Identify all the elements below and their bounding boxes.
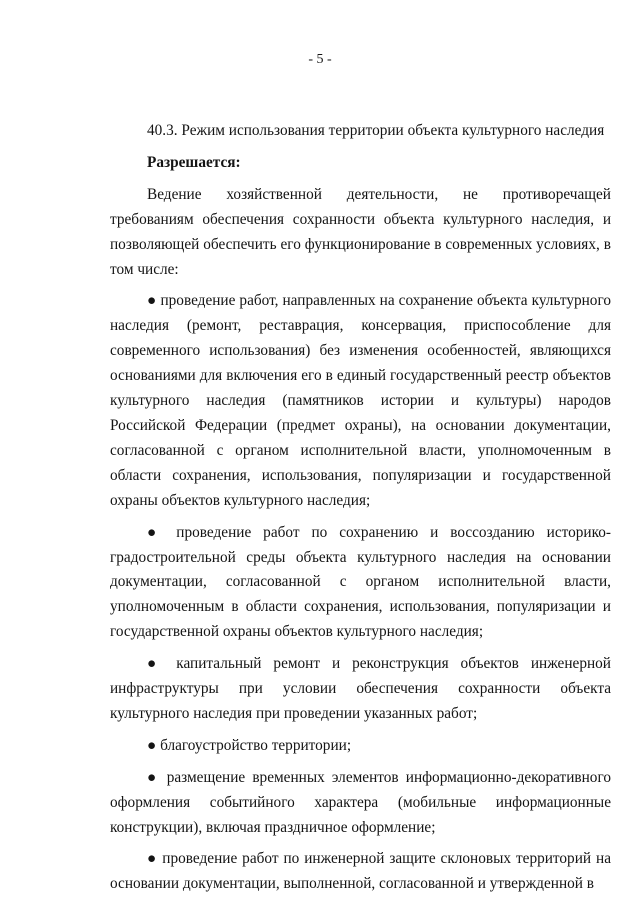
allowed-heading: Разрешается: [147,153,241,171]
list-item: ● проведение работ по инженерной защите склоновых территорий на основании документации, выполненной, согласованной и утвержденной в [110,850,611,893]
list-item: ● благоустройство территории; [147,736,352,754]
intro-paragraph: Ведение хозяйственной деятельности, не противоречащей требованиям обеспечения сохранности объекта культурного наследия, и позволяющей обеспечить его функционирование в современных условиях, в том числе: [110,185,611,278]
list-item: ● проведение работ, направленных на сохранение объекта культурного наследия (ремонт, реставрация, консервация, приспособление для современного использования) без изменения особенностей, являющихся основаниями для включения его в единый государственный реестр объектов культурного наследия (памятников истории и культуры) народов Российской Федерации (предмет охраны), на основании документации, согласованной с органом исполнительной власти, уполномоченным в области сохранения, использования, популяризации и государственной охраны объектов культурного наследия; [110,292,611,509]
list-item: ● размещение временных элементов информационно-декоративного оформления событийного характера (мобильные информационные конструкции), включая праздничное оформление; [110,768,611,836]
page-number: - 5 - [308,52,332,67]
document-body [110,119,611,897]
section-title: 40.3. Режим использования территории объекта культурного наследия [147,122,605,139]
list-item: ● проведение работ по сохранению и воссозданию историко-градостроительной среды объекта культурного наследия на основании документации, согласованной с органом исполнительной власти, уполномоченным в области сохранения, использования, популяризации и государственной охраны объектов культурного наследия; [110,523,611,641]
list-item: ● капитальный ремонт и реконструкция объектов инженерной инфраструктуры при условии обеспечения сохранности объекта культурного наследия при проведении указанных работ; [110,655,611,722]
